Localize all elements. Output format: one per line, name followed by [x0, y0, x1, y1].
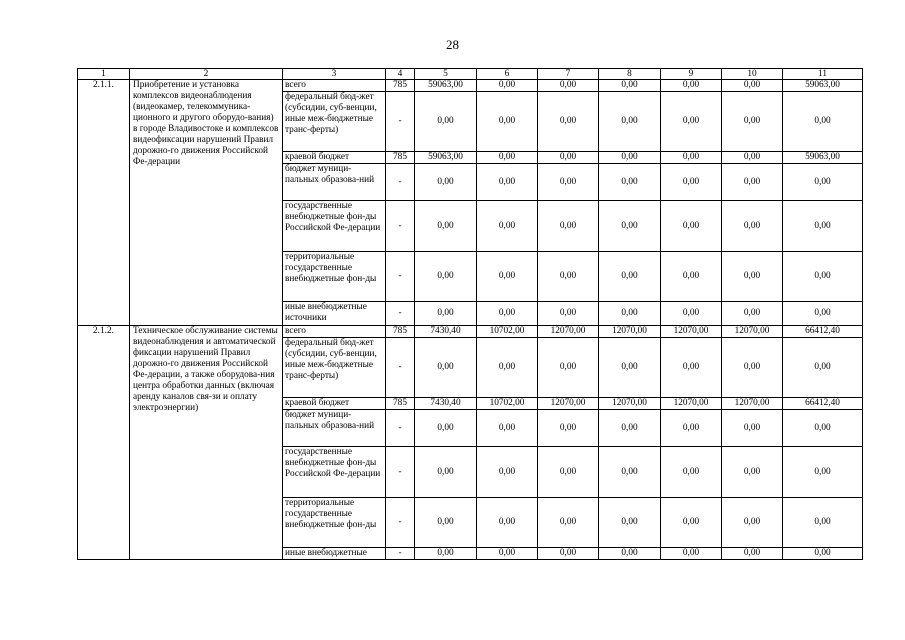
column-header: 7	[538, 69, 599, 80]
value-cell: 59063,00	[783, 152, 863, 164]
value-cell: 0,00	[783, 498, 863, 548]
value-cell: 0,00	[477, 338, 538, 398]
value-cell: 0,00	[477, 302, 538, 326]
column-header: 4	[386, 69, 415, 80]
value-cell: 0,00	[599, 498, 661, 548]
code-cell: 785	[386, 398, 415, 410]
code-cell: -	[386, 201, 415, 252]
budget-table-body	[78, 69, 863, 560]
value-cell: 0,00	[661, 80, 722, 92]
value-cell: 0,00	[783, 252, 863, 302]
value-cell: 0,00	[722, 164, 783, 201]
value-cell: 0,00	[599, 338, 661, 398]
funding-source: территориальные государственные внебюджетные фон-ды	[283, 498, 386, 548]
value-cell: 0,00	[415, 498, 477, 548]
value-cell: 10702,00	[477, 326, 538, 338]
value-cell: 12070,00	[538, 326, 599, 338]
value-cell: 0,00	[477, 252, 538, 302]
value-cell: 0,00	[661, 338, 722, 398]
funding-source: иные внебюджетные	[283, 548, 386, 560]
value-cell: 0,00	[661, 152, 722, 164]
value-cell: 59063,00	[415, 152, 477, 164]
value-cell: 0,00	[415, 252, 477, 302]
value-cell: 12070,00	[538, 398, 599, 410]
value-cell: 0,00	[599, 92, 661, 152]
header-row	[78, 69, 863, 80]
value-cell: 0,00	[783, 92, 863, 152]
value-cell: 0,00	[661, 410, 722, 447]
table-row	[78, 326, 863, 338]
funding-source: краевой бюджет	[283, 152, 386, 164]
column-header: 11	[783, 69, 863, 80]
funding-source: иные внебюджетные источники	[283, 302, 386, 326]
value-cell: 0,00	[722, 302, 783, 326]
value-cell: 0,00	[722, 92, 783, 152]
value-cell: 0,00	[599, 548, 661, 560]
value-cell: 0,00	[722, 447, 783, 498]
funding-source: федеральный бюд-жет (субсидии, суб-венции, иные меж-бюджетные транс-ферты)	[283, 92, 386, 152]
value-cell: 0,00	[661, 548, 722, 560]
value-cell: 0,00	[538, 252, 599, 302]
value-cell: 0,00	[477, 152, 538, 164]
value-cell: 0,00	[599, 201, 661, 252]
value-cell: 0,00	[783, 302, 863, 326]
item-title: Техническое обслуживание системы видеонаблюдения и автоматической фиксации нарушений Правил дорожно-го движения Российской Фе-дерации, а также оборудова-ния центра обработки данных (включая аренду каналов свя-зи и оплату электроэнергии)	[130, 326, 283, 560]
page-number: 28	[446, 37, 459, 52]
value-cell: 0,00	[661, 252, 722, 302]
value-cell: 0,00	[661, 92, 722, 152]
funding-source: краевой бюджет	[283, 398, 386, 410]
code-cell: -	[386, 548, 415, 560]
value-cell: 0,00	[477, 548, 538, 560]
value-cell: 66412,40	[783, 326, 863, 338]
funding-source: государственные внебюджетные фон-ды Российской Фе-дерации	[283, 201, 386, 252]
value-cell: 0,00	[477, 498, 538, 548]
value-cell: 0,00	[722, 80, 783, 92]
value-cell: 0,00	[722, 410, 783, 447]
code-cell: 785	[386, 326, 415, 338]
value-cell: 0,00	[477, 92, 538, 152]
code-cell: -	[386, 410, 415, 447]
value-cell: 0,00	[599, 410, 661, 447]
value-cell: 0,00	[415, 548, 477, 560]
funding-source: всего	[283, 326, 386, 338]
value-cell: 0,00	[538, 410, 599, 447]
value-cell: 0,00	[415, 302, 477, 326]
value-cell: 0,00	[538, 80, 599, 92]
value-cell: 0,00	[477, 410, 538, 447]
column-header: 10	[722, 69, 783, 80]
value-cell: 0,00	[599, 447, 661, 498]
table-row	[78, 80, 863, 92]
code-cell: -	[386, 498, 415, 548]
value-cell: 0,00	[599, 252, 661, 302]
value-cell: 12070,00	[661, 398, 722, 410]
funding-source: территориальные государственные внебюджетные фон-ды	[283, 252, 386, 302]
value-cell: 0,00	[538, 152, 599, 164]
value-cell: 0,00	[661, 498, 722, 548]
column-header: 5	[415, 69, 477, 80]
column-header: 2	[130, 69, 283, 80]
value-cell: 0,00	[783, 410, 863, 447]
value-cell: 12070,00	[599, 398, 661, 410]
value-cell: 0,00	[415, 410, 477, 447]
value-cell: 0,00	[722, 548, 783, 560]
value-cell: 0,00	[538, 201, 599, 252]
value-cell: 0,00	[661, 302, 722, 326]
value-cell: 0,00	[783, 201, 863, 252]
column-header: 1	[78, 69, 130, 80]
funding-source: бюджет муници-пальных образова-ний	[283, 410, 386, 447]
value-cell: 0,00	[722, 152, 783, 164]
column-header: 6	[477, 69, 538, 80]
value-cell: 0,00	[415, 164, 477, 201]
value-cell: 0,00	[722, 338, 783, 398]
value-cell: 0,00	[538, 498, 599, 548]
value-cell: 7430,40	[415, 326, 477, 338]
value-cell: 0,00	[661, 201, 722, 252]
code-cell: 785	[386, 80, 415, 92]
value-cell: 12070,00	[722, 398, 783, 410]
column-header: 9	[661, 69, 722, 80]
funding-source: бюджет муници-пальных образова-ний	[283, 164, 386, 201]
value-cell: 59063,00	[415, 80, 477, 92]
value-cell: 12070,00	[599, 326, 661, 338]
budget-table	[77, 68, 863, 560]
value-cell: 0,00	[783, 548, 863, 560]
item-title: Приобретение и установка комплексов видеонаблюдения (видеокамер, телекоммуника-ционного и другого оборудо-вания) в городе Владивостоке и комплексов видеофиксации нарушений Правил дорожно-го движения Российской Фе-дерации	[130, 80, 283, 326]
value-cell: 0,00	[599, 164, 661, 201]
item-number: 2.1.1.	[78, 80, 130, 326]
value-cell: 0,00	[661, 164, 722, 201]
column-header: 8	[599, 69, 661, 80]
funding-source: всего	[283, 80, 386, 92]
value-cell: 0,00	[538, 548, 599, 560]
value-cell: 0,00	[783, 164, 863, 201]
value-cell: 0,00	[538, 447, 599, 498]
column-header: 3	[283, 69, 386, 80]
value-cell: 0,00	[722, 201, 783, 252]
value-cell: 0,00	[538, 92, 599, 152]
value-cell: 0,00	[415, 447, 477, 498]
value-cell: 0,00	[538, 302, 599, 326]
value-cell: 0,00	[722, 498, 783, 548]
value-cell: 66412,40	[783, 398, 863, 410]
code-cell: -	[386, 164, 415, 201]
funding-source: государственные внебюджетные фон-ды Российской Фе-дерации	[283, 447, 386, 498]
value-cell: 0,00	[599, 152, 661, 164]
value-cell: 0,00	[538, 164, 599, 201]
code-cell: -	[386, 92, 415, 152]
value-cell: 0,00	[599, 80, 661, 92]
value-cell: 10702,00	[477, 398, 538, 410]
value-cell: 0,00	[477, 164, 538, 201]
code-cell: -	[386, 252, 415, 302]
value-cell: 0,00	[415, 201, 477, 252]
value-cell: 0,00	[477, 447, 538, 498]
value-cell: 0,00	[722, 252, 783, 302]
value-cell: 12070,00	[722, 326, 783, 338]
code-cell: -	[386, 302, 415, 326]
value-cell: 0,00	[783, 447, 863, 498]
value-cell: 7430,40	[415, 398, 477, 410]
value-cell: 0,00	[477, 201, 538, 252]
code-cell: -	[386, 447, 415, 498]
value-cell: 59063,00	[783, 80, 863, 92]
value-cell: 0,00	[477, 80, 538, 92]
value-cell: 12070,00	[661, 326, 722, 338]
item-number: 2.1.2.	[78, 326, 130, 560]
value-cell: 0,00	[661, 447, 722, 498]
value-cell: 0,00	[538, 338, 599, 398]
value-cell: 0,00	[415, 338, 477, 398]
value-cell: 0,00	[599, 302, 661, 326]
code-cell: -	[386, 338, 415, 398]
code-cell: 785	[386, 152, 415, 164]
value-cell: 0,00	[783, 338, 863, 398]
value-cell: 0,00	[415, 92, 477, 152]
funding-source: федеральный бюд-жет (субсидии, суб-венции, иные меж-бюджетные транс-ферты)	[283, 338, 386, 398]
